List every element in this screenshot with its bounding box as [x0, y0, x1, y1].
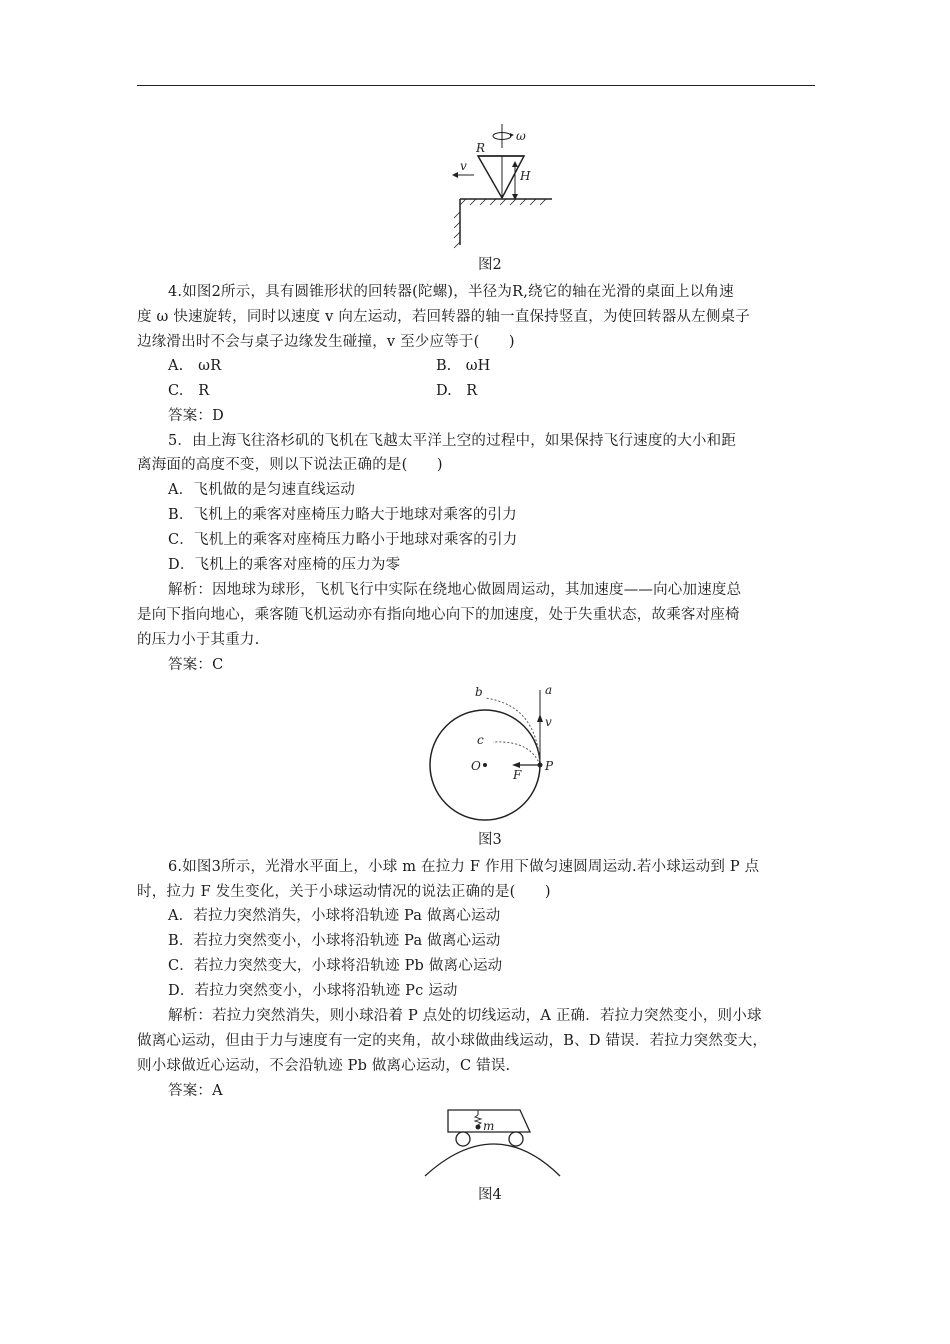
q6-analysis-line-1: 解析：若拉力突然消失，则小球沿着 P 点处的切线运动，A 正确．若拉力突然变小，则小球	[168, 1008, 762, 1024]
q5-analysis-line-3: 的压力小于其重力.	[137, 632, 260, 648]
q6-option-b: B．若拉力突然变小，小球将沿轨迹 Pa 做离心运动	[168, 933, 501, 949]
fig3-label-b: b	[475, 685, 483, 699]
fig3-label-a: a	[545, 683, 553, 697]
q4-option-b: B. ωH	[436, 358, 491, 374]
q5-stem-line-2: 离海面的高度不变，则以下说法正确的是( )	[137, 457, 443, 473]
q5-option-c: C．飞机上的乘客对座椅压力略小于地球对乘客的引力	[168, 532, 518, 548]
fig2-label-R: R	[476, 141, 486, 155]
q5-option-a: A．飞机做的是匀速直线运动	[168, 482, 356, 498]
q5-analysis-line-1: 解析：因地球为球形，飞机飞行中实际在绕地心做圆周运动，其加速度——向心加速度总	[168, 582, 742, 598]
q5-option-d: D．飞机上的乘客对座椅的压力为零	[168, 557, 401, 573]
q6-analysis-line-2: 做离心运动，但由于力与速度有一定的夹角，故小球做曲线运动，B、D 错误．若拉力突然变大，	[137, 1033, 768, 1049]
fig3-label-c: c	[477, 733, 484, 747]
q6-analysis-line-3: 则小球做近心运动，不会沿轨迹 Pb 做离心运动，C 错误.	[137, 1058, 511, 1074]
q6-option-c: C．若拉力突然变大，小球将沿轨迹 Pb 做离心运动	[168, 958, 503, 974]
q6-answer: 答案：A	[168, 1083, 223, 1099]
figure-2-spinning-top-diagram	[440, 120, 560, 250]
q6-stem-line-1: 6.如图3所示，光滑水平面上，小球 m 在拉力 F 作用下做匀速圆周运动.若小球运动到 P 点	[168, 859, 760, 875]
q5-stem-line-1: 5．由上海飞往洛杉矶的飞机在飞越太平洋上空的过程中，如果保持飞行速度的大小和距	[168, 433, 737, 449]
fig2-label-H: H	[520, 169, 531, 183]
fig3-label-F: F	[513, 768, 522, 782]
q4-option-a: A. ωR	[168, 358, 222, 374]
q4-stem-line-2: 度 ω 快速旋转，同时以速度 v 向左运动，若回转器的轴一直保持竖直，为使回转器从左侧桌子	[137, 309, 750, 325]
fig3-label-P: P	[545, 759, 554, 773]
q4-option-d: D. R	[436, 383, 478, 399]
q4-option-c: C. R	[168, 383, 210, 399]
q4-stem-line-1: 4.如图2所示，具有圆锥形状的回转器(陀螺)，半径为R,绕它的轴在光滑的桌面上以角速	[168, 284, 734, 300]
figure-3-circular-motion-diagram	[425, 680, 575, 830]
fig2-label-omega: ω	[516, 129, 526, 143]
fig2-label-v: v	[460, 159, 467, 173]
q6-stem-line-2: 时，拉力 F 发生变化，关于小球运动情况的说法正确的是( )	[137, 884, 551, 900]
figure-2-caption: 图2	[478, 257, 502, 273]
fig3-label-O: O	[471, 759, 481, 773]
q4-stem-line-3: 边缘滑出时不会与桌子边缘发生碰撞，v 至少应等于( )	[137, 334, 515, 350]
q5-analysis-line-2: 是向下指向地心，乘客随飞机运动亦有指向地心向下的加速度，处于失重状态，故乘客对座椅	[137, 607, 740, 623]
fig3-label-v: v	[545, 715, 552, 729]
figure-4-cart-on-arch-diagram	[420, 1102, 570, 1182]
fig4-label-m: m	[483, 1119, 495, 1133]
figure-3-caption: 图3	[478, 832, 502, 848]
q6-option-d: D．若拉力突然变小，小球将沿轨迹 Pc 运动	[168, 983, 458, 999]
q6-option-a: A．若拉力突然消失，小球将沿轨迹 Pa 做离心运动	[168, 908, 501, 924]
header-rule	[137, 85, 815, 86]
figure-4-caption: 图4	[478, 1187, 502, 1203]
q5-answer: 答案：C	[168, 657, 224, 673]
q5-option-b: B．飞机上的乘客对座椅压力略大于地球对乘客的引力	[168, 507, 517, 523]
q4-answer: 答案：D	[168, 408, 224, 424]
